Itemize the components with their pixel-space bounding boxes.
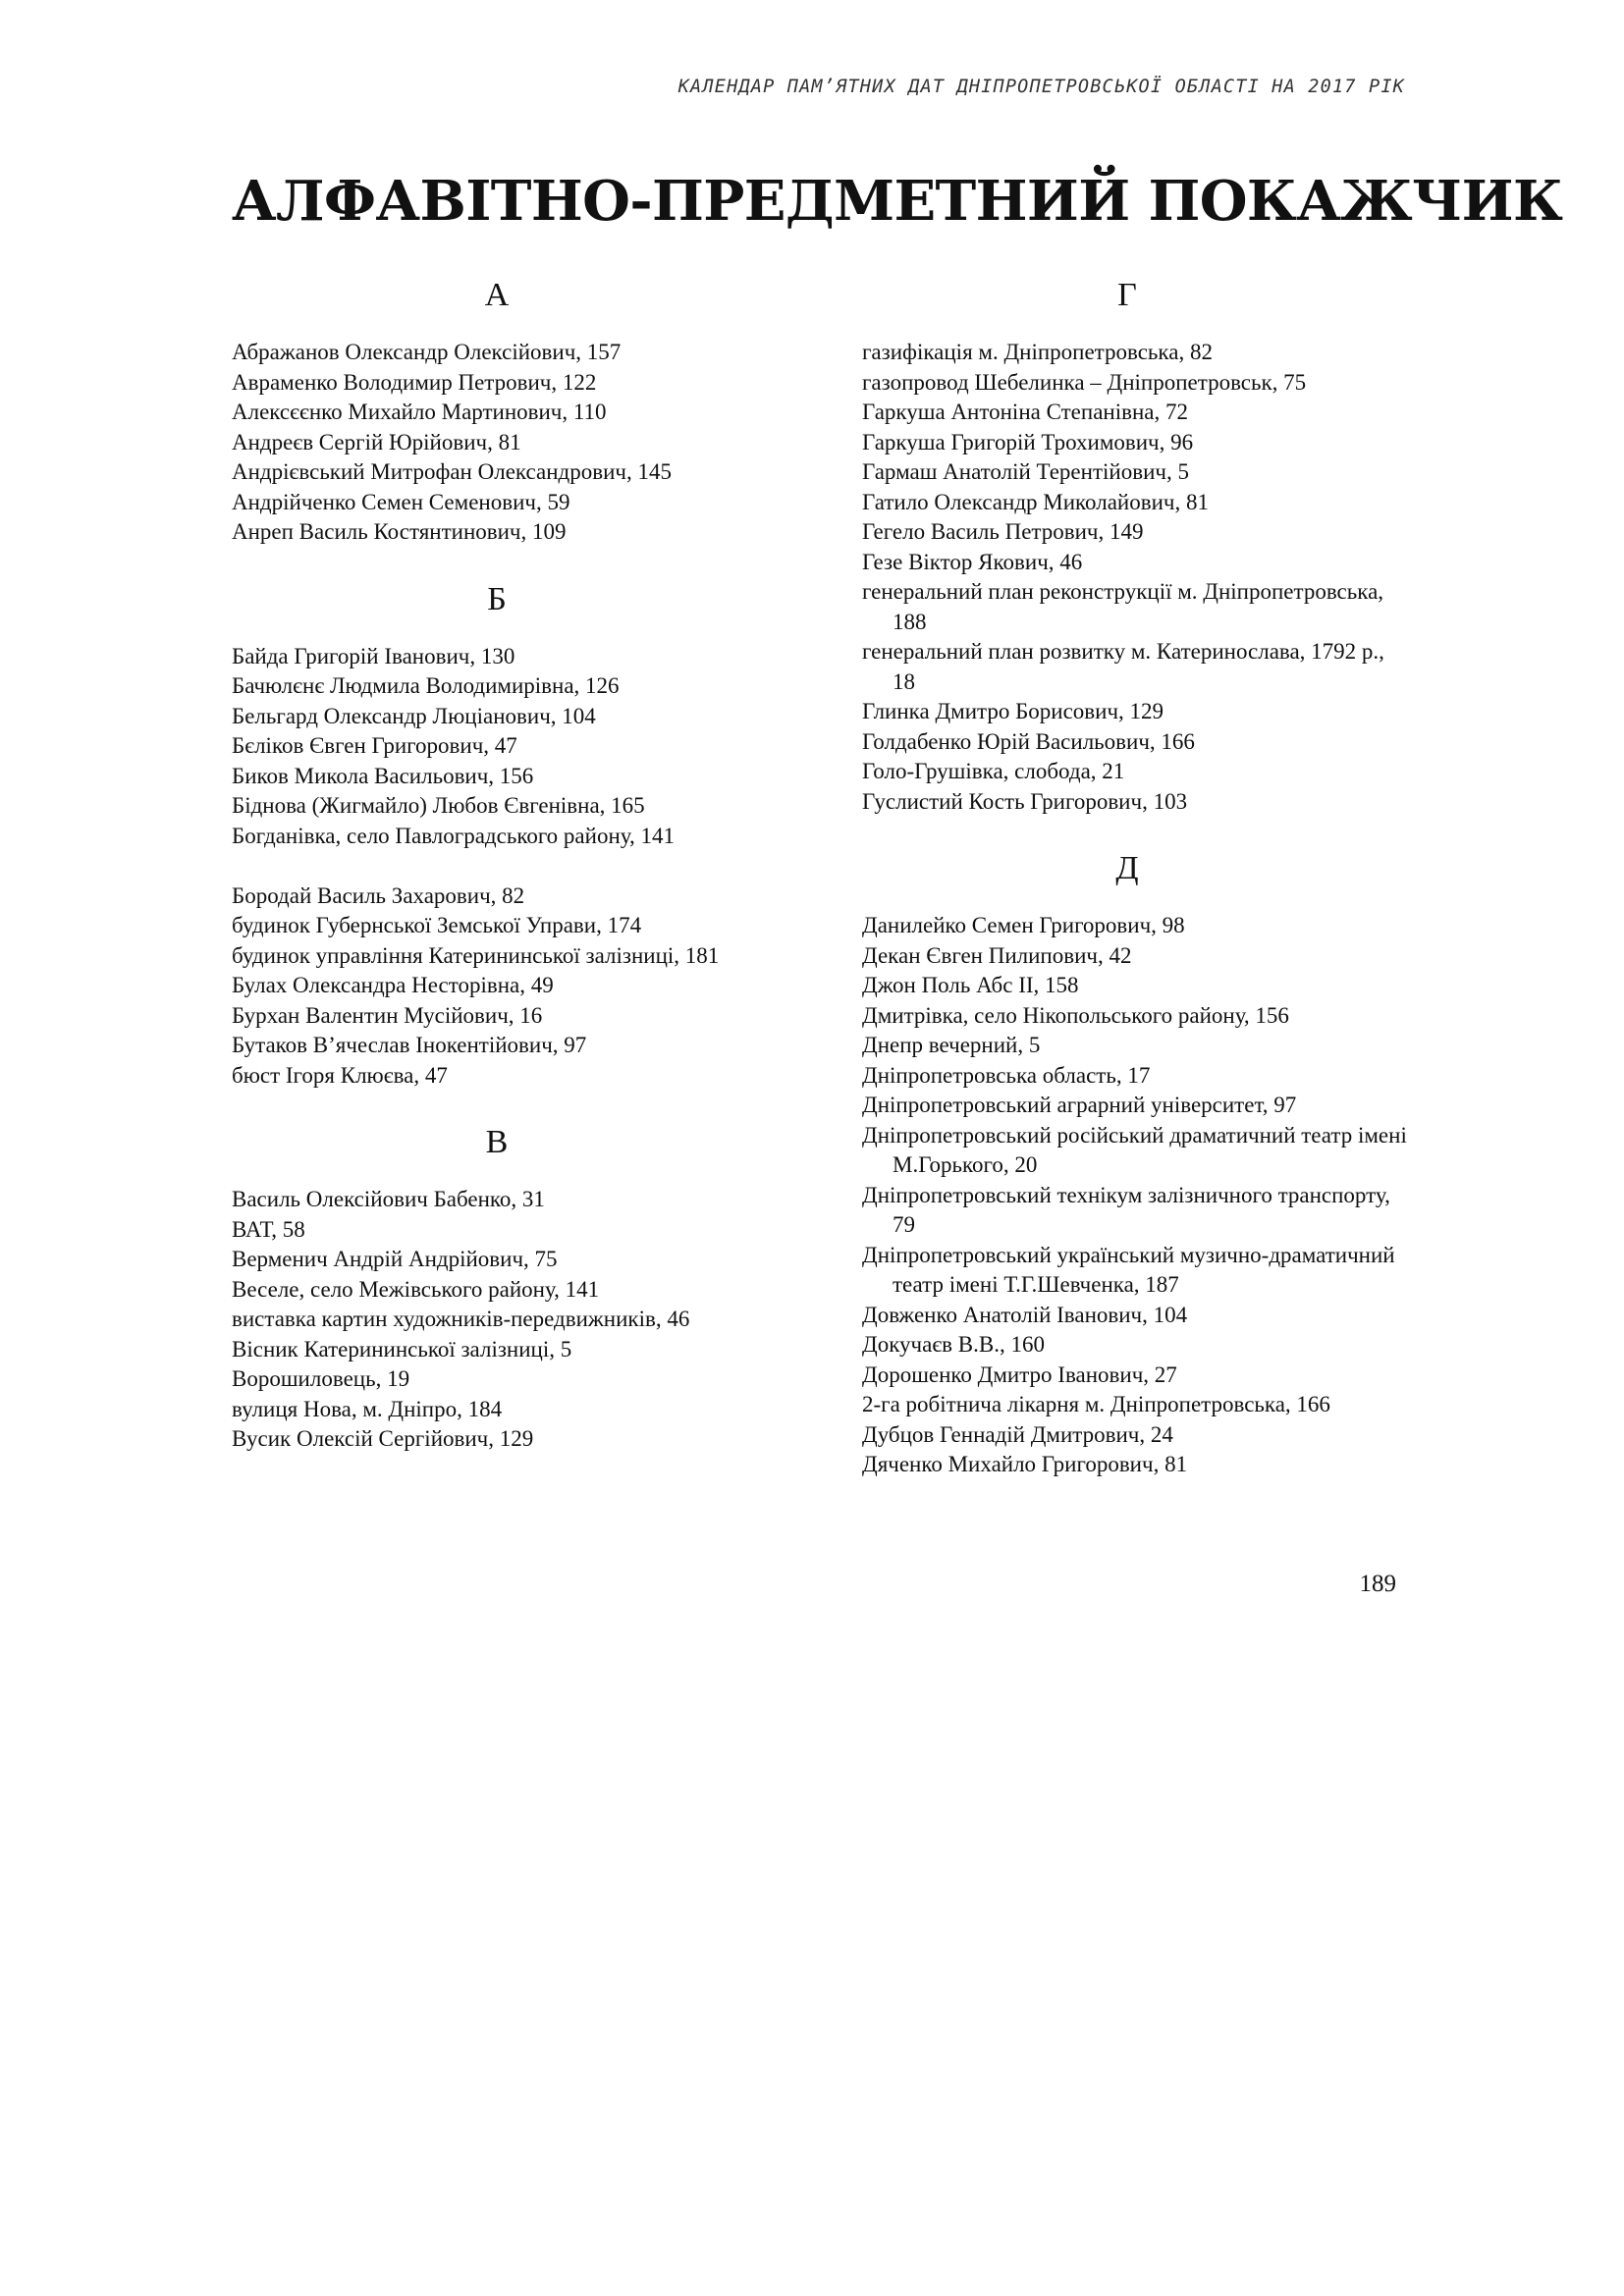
index-entry: Гатило Олександр Миколайович, 81 [862,489,1209,514]
index-section-d [862,848,1412,1480]
index-entry: виставка картин художників-передвижників, 46 [232,1307,690,1331]
index-entry: Дубцов Геннадій Дмитрович, 24 [862,1421,1173,1447]
index-section-h [862,275,1412,817]
section-letter: Д [1115,850,1139,886]
index-entry: Абражанов Олександр Олексійович, 157 [232,340,622,364]
entry-list [862,338,1412,817]
index-entry: Вусик Олексій Сергійович, 129 [232,1426,534,1451]
index-entry: Бачюлєнє Людмила Володимирівна, 126 [232,673,620,698]
index-entry: Біднова (Жигмайло) Любов Євгенівна, 165 [232,793,645,818]
index-column-right [862,275,1412,1480]
index-entry: Бєліков Євген Григорович, 47 [232,733,517,758]
index-entry: Богданівка, село Павлоградського району, 141 [232,823,675,848]
index-entry: Дорошенко Дмитро Іванович, 27 [862,1362,1177,1387]
index-column-left [232,275,821,1455]
index-entry: Глинка Дмитро Борисович, 129 [862,699,1164,723]
index-entry: Василь Олексійович Бабенко, 31 [232,1187,545,1211]
index-entry: Гармаш Анатолій Терентійович, 5 [862,459,1189,484]
index-entry: Джон Поль Абс ІІ, 158 [862,973,1079,997]
index-entry: Гуслистий Кость Григорович, 103 [862,788,1188,814]
index-entry: Анреп Василь Костянтинович, 109 [232,519,567,544]
index-entry: Андреєв Сергій Юрійович, 81 [232,429,521,454]
index-entry: Биков Микола Васильович, 156 [232,763,534,788]
index-entry: Бурхан Валентин Мусійович, 16 [232,1002,543,1028]
running-header: КАЛЕНДАР ПАМ’ЯТНИХ ДАТ ДНІПРОПЕТРОВСЬКОЇ ОБЛАСТІ НА 2017 РІК [677,77,1405,97]
index-entry: Голдабенко Юрій Васильович, 166 [862,728,1195,754]
section-letter: В [485,1124,509,1160]
index-entry: Бутаков В’ячеслав Інокентійович, 97 [232,1033,587,1057]
entry-list [232,1185,821,1455]
index-entry: Алексєєнко Михайло Мартинович, 110 [232,400,607,424]
index-entry: Верменич Андрій Андрійович, 75 [232,1247,558,1271]
index-entry: Дніпропетровський російський драматичний театр імені М.Горького, 20 [862,1122,1407,1177]
index-entry: 2-га робітнича лікарня м. Дніпропетровська, 166 [862,1392,1330,1416]
index-entry: Довженко Анатолій Іванович, 104 [862,1302,1188,1327]
index-entry: Булах Олександра Несторівна, 49 [232,973,554,997]
index-entry: Андрійченко Семен Семенович, 59 [232,489,570,514]
index-entry: Дніпропетровський технікум залізничного транспорту, 79 [862,1182,1390,1237]
index-entry: Ворошиловець, 19 [232,1366,410,1391]
index-entry: Бородай Василь Захарович, 82 [232,882,525,908]
index-entry: бюст Ігоря Клюєва, 47 [232,1062,448,1088]
index-section-b [232,579,821,1092]
entry-list [232,338,821,548]
index-entry: Гегело Василь Петрович, 149 [862,519,1144,544]
index-entry: Декан Євген Пилипович, 42 [862,942,1132,968]
index-entry: Дніпропетровська область, 17 [862,1062,1151,1088]
index-section-a [232,275,821,548]
index-entry: ВАТ, 58 [232,1216,305,1242]
index-entry: Голо-Грушівка, слобода, 21 [862,759,1125,783]
index-entry: газопровод Шебелинка – Дніпропетровськ, 75 [862,369,1307,395]
index-entry: Докучаєв В.В., 160 [862,1332,1045,1357]
index-entry: Дяченко Михайло Григорович, 81 [862,1452,1188,1476]
index-entry: Гаркуша Григорій Трохимович, 96 [862,429,1194,454]
index-entry: Авраменко Володимир Петрович, 122 [232,369,597,395]
index-entry: генеральний план розвитку м. Катеринослава, 1792 р., 18 [862,639,1384,694]
index-entry: будинок управління Катерининської залізниці, 181 [232,942,720,968]
index-section-v [232,1122,821,1455]
page-number: 189 [1359,1571,1396,1597]
index-entry: Гаркуша Антоніна Степанівна, 72 [862,400,1188,424]
index-entry: Андрієвський Митрофан Олександрович, 145 [232,459,672,484]
index-entry: Веселе, село Межівського району, 141 [232,1276,600,1302]
index-entry: Дніпропетровський аграрний університет, 97 [862,1093,1297,1117]
index-entry: будинок Губернської Земської Управи, 174 [232,913,642,937]
index-entry: вулиця Нова, м. Дніпро, 184 [232,1396,503,1421]
section-letter: Б [487,580,507,617]
section-letter: Г [1117,277,1137,313]
index-entry: Бельгард Олександр Люціанович, 104 [232,703,596,728]
index-entry: Дмитрівка, село Нікопольського району, 156 [862,1002,1289,1028]
entry-list [862,911,1412,1480]
section-letter: А [484,277,510,313]
index-entry: Гезе Віктор Якович, 46 [862,549,1083,574]
index-entry: генеральний план реконструкції м. Дніпропетровська, 188 [862,579,1384,634]
index-entry: Дніпропетровський український музично-драматичний театр імені Т.Г.Шевченка, 187 [862,1242,1395,1297]
index-entry: Днепр вечерний, 5 [862,1033,1041,1057]
entry-list [232,642,821,1092]
index-entry: газифікація м. Дніпропетровська, 82 [862,340,1213,364]
index-entry: Данилейко Семен Григорович, 98 [862,913,1185,937]
page-title: АЛФАВІТНО-ПРЕДМЕТНИЙ ПОКАЖЧИК [232,169,1563,234]
index-entry: Вісник Катерининської залізниці, 5 [232,1336,572,1362]
index-entry: Байда Григорій Іванович, 130 [232,643,515,668]
